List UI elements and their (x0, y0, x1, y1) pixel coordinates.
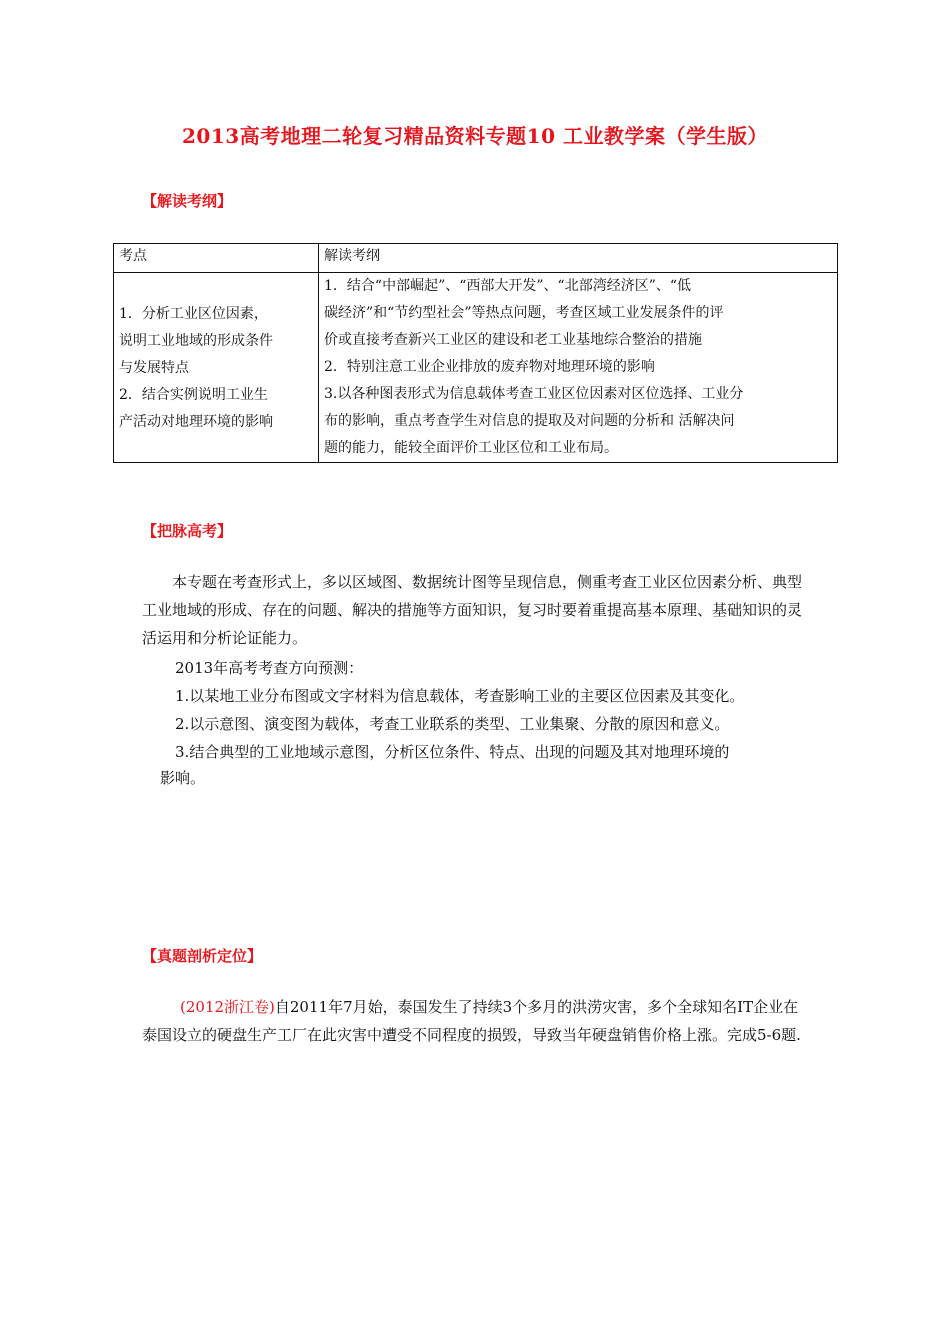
forecast-item-2: 2.以示意图、演变图为载体，考查工业联系的类型、工业集聚、分散的原因和意义。 (175, 715, 730, 733)
forecast-item-3-line-2: 影响。 (160, 769, 206, 787)
forecast-heading: 2013年高考考查方向预测： (175, 659, 364, 677)
page-title: 2013高考地理二轮复习精品资料专题10 工业教学案（学生版） (182, 124, 768, 148)
section-heading-real: 【真题剖析定位】 (142, 947, 263, 965)
case-text: 自2011年7月始，泰国发生了持续3个多月的洪涝灾害，多个全球知名IT企业在泰国设立的硬盘生产工厂在此灾害中遭受不同程度的损毁，导致当年硬盘销售价格上涨。完成5-6题. (142, 998, 801, 1044)
case-paragraph (142, 993, 812, 1049)
forecast-item-1: 1.以某地工业分布图或文字材料为信息载体，考查影响工业的主要区位因素及其变化。 (175, 687, 745, 705)
topic-cell (114, 273, 319, 463)
pulse-intro-paragraph: 本专题在考查形式上，多以区域图、数据统计图等呈现信息，侧重考查工业区位因素分析、典型工业地域的形成、存在的问题、解决的措施等方面知识，复习时要着重提高基本原理、基础知识的灵活运用和分析论证能力。 (142, 573, 803, 647)
topic-line: 说明工业地域的形成条件 (119, 333, 273, 349)
outline-line: 题的能力，能较全面评价工业区位和工业布局。 (324, 440, 618, 456)
exam-outline-table (113, 243, 838, 463)
topic-line: 1．分析工业区位因素， (119, 306, 268, 322)
outline-line: 1．结合“中部崛起”、“西部大开发”、“北部湾经济区”、“低 (324, 278, 692, 294)
topic-line: 与发展特点 (119, 360, 189, 376)
header-cell-outline: 解读考纲 (319, 244, 838, 273)
table-header-row (114, 244, 838, 273)
section-heading-pulse: 【把脉高考】 (142, 522, 233, 540)
outline-line: 3.以各种图表形式为信息载体考查工业区位因素对区位选择、工业分 (324, 386, 744, 402)
outline-line: 2．特别注意工业企业排放的废弃物对地理环境的影响 (324, 359, 655, 375)
section-heading-interpret: 【解读考纲】 (142, 192, 233, 210)
outline-line: 布的影响，重点考查学生对信息的提取及对问题的分析和 活解决问 (324, 413, 735, 429)
outline-cell (319, 273, 838, 463)
header-cell-topic: 考点 (114, 244, 319, 273)
forecast-item-3-line-1: 3.结合典型的工业地域示意图，分析区位条件、特点、出现的问题及其对地理环境的 (175, 743, 730, 761)
table-row (114, 273, 838, 463)
outline-line: 碳经济”和“节约型社会”等热点问题，考查区域工业发展条件的评 (324, 305, 724, 321)
topic-line: 2．结合实例说明工业生 (119, 387, 268, 403)
case-source-label: (2012浙江卷) (180, 998, 275, 1016)
outline-line: 价或直接考查新兴工业区的建设和老工业基地综合整治的措施 (324, 332, 702, 348)
topic-line: 产活动对地理环境的影响 (119, 414, 273, 430)
